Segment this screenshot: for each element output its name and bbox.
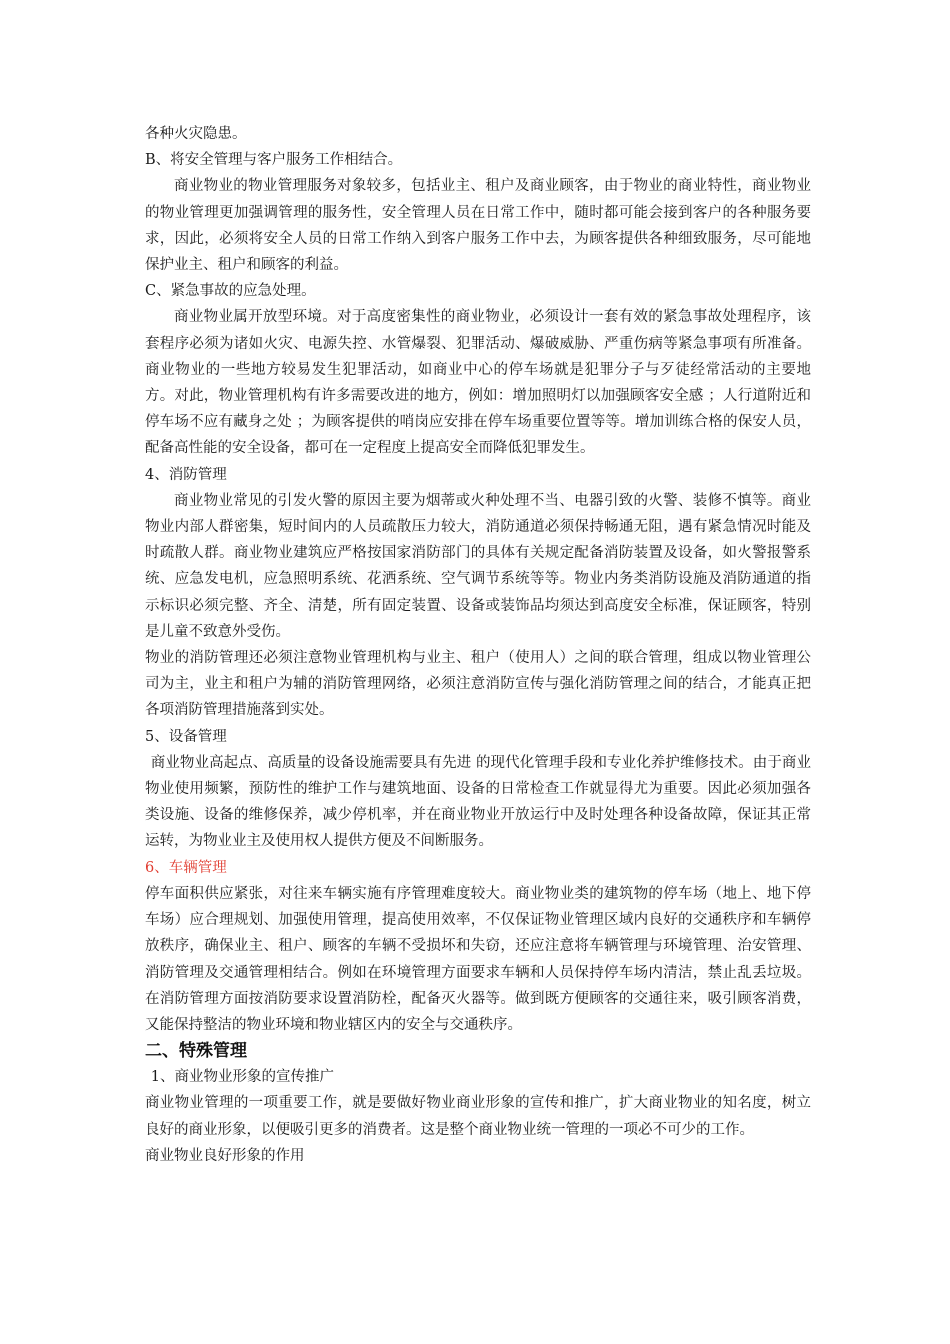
paragraph-vehicles: 停车面积供应紧张，对往来车辆实施有序管理难度较大。商业物业类的建筑物的停车场（地上、地下停车场）应合理规划、加强使用管理，提高使用效率，不仅保证物业管理区域内良好的交通秩序和车辆停放秩序，确保业主、租户、顾客的车辆不受损坏和失窃，还应注意将车辆管理与环境管理、治安管理、消防管理及交通管理相结合。例如在环境管理方面要求车辆和人员保持停车场内清洁，禁止乱丢垃圾。在消防管理方面按消防要求设置消防栓，配备灭火器等。做到既方便顾客的交通往来，吸引顾客消费，又能保持整洁的物业环境和物业辖区内的安全与交通秩序。	[145, 885, 811, 1033]
paragraph-equipment: 商业物业高起点、高质量的设备设施需要具有先进 的现代化管理手段和专业化养护维修技术。由于商业物业使用频繁，预防性的维护工作与建筑地面、设备的日常检查工作就显得尤为重要。因此必须加强各类设施、设备的维修保养，减少停机率，并在商业物业开放运行中及时处理各种设备故障，保证其正常运转，为物业业主及使用权人提供方便及不间断服务。	[145, 754, 811, 850]
heading-c-emergency: C、紧急事故的应急处理。	[145, 283, 316, 300]
paragraph-fire-joint-management: 物业的消防管理还必须注意物业管理机构与业主、租户（使用人）之间的联合管理，组成以物业管理公司为主，业主和租户为辅的消防管理网络，必须注意消防宣传与强化消防管理之间的结合，才能真正把各项消防管理措施落到实处。	[145, 650, 811, 719]
section-heading-special-management: 二、特殊管理	[145, 1041, 247, 1062]
heading-b-security-service: B、将安全管理与客户服务工作相结合。	[145, 152, 403, 169]
paragraph-security-service: 商业物业的物业管理服务对象较多，包括业主、租户及商业顾客，由于物业的商业特性，商业物业的物业管理更加强调管理的服务性，安全管理人员在日常工作中，随时都可能会接到客户的各种服务要求，因此，必须将安全人员的日常工作纳入到客户服务工作中去，为顾客提供各种细致服务，尽可能地保护业主、租户和顾客的利益。	[145, 178, 811, 274]
paragraph-image-role: 商业物业良好形象的作用	[145, 1147, 305, 1164]
paragraph-fire-management: 商业物业常见的引发火警的原因主要为烟蒂或火种处理不当、电器引致的火警、装修不慎等。商业物业内部人群密集，短时间内的人员疏散压力较大，消防通道必须保持畅通无阻，遇有紧急情况时能及时疏散人群。商业物业建筑应严格按国家消防部门的具体有关规定配备消防装置及设备，如火警报警系统、应急发电机，应急照明系统、花洒系统、空气调节系统等等。物业内务类消防设施及消防通道的指示标识必须完整、齐全、清楚，所有固定装置、设备或装饰品均须达到高度安全标准，保证顾客，特别是儿童不致意外受伤。	[145, 492, 811, 640]
heading-4-fire-management: 4、消防管理	[145, 466, 227, 483]
heading-1-image-promotion: 1、商业物业形象的宣传推广	[150, 1069, 335, 1086]
paragraph-fire-hazards-end: 各种火灾隐患。	[145, 126, 247, 142]
document-page	[145, 121, 811, 1169]
paragraph-emergency: 商业物业属开放型环境。对于高度密集性的商业物业，必须设计一套有效的紧急事故处理程序，该套程序必须为诸如火灾、电源失控、水管爆裂、犯罪活动、爆破威胁、严重伤病等紧急事项有所准备。商业物业的一些地方较易发生犯罪活动，如商业中心的停车场就是犯罪分子与歹徒经常活动的主要地方。对此，物业管理机构有许多需要改进的地方，例如：增加照明灯以加强顾客安全感 ；人行道附近和停车场不应有藏身之处 ；为顾客提供的哨岗应安排在停车场重要位置等等。增加训练合格的保安人员，配备高性能的安全设备，都可在一定程度上提高安全而降低犯罪发生。	[145, 309, 811, 457]
heading-5-equipment: 5、设备管理	[145, 728, 227, 745]
paragraph-image-promotion: 商业物业管理的一项重要工作，就是要做好物业商业形象的宣传和推广，扩大商业物业的知名度，树立良好的商业形象，以便吸引更多的消费者。这是整个商业物业统一管理的一项必不可少的工作。	[145, 1095, 811, 1138]
heading-6-vehicles: 6、车辆管理	[145, 859, 227, 876]
